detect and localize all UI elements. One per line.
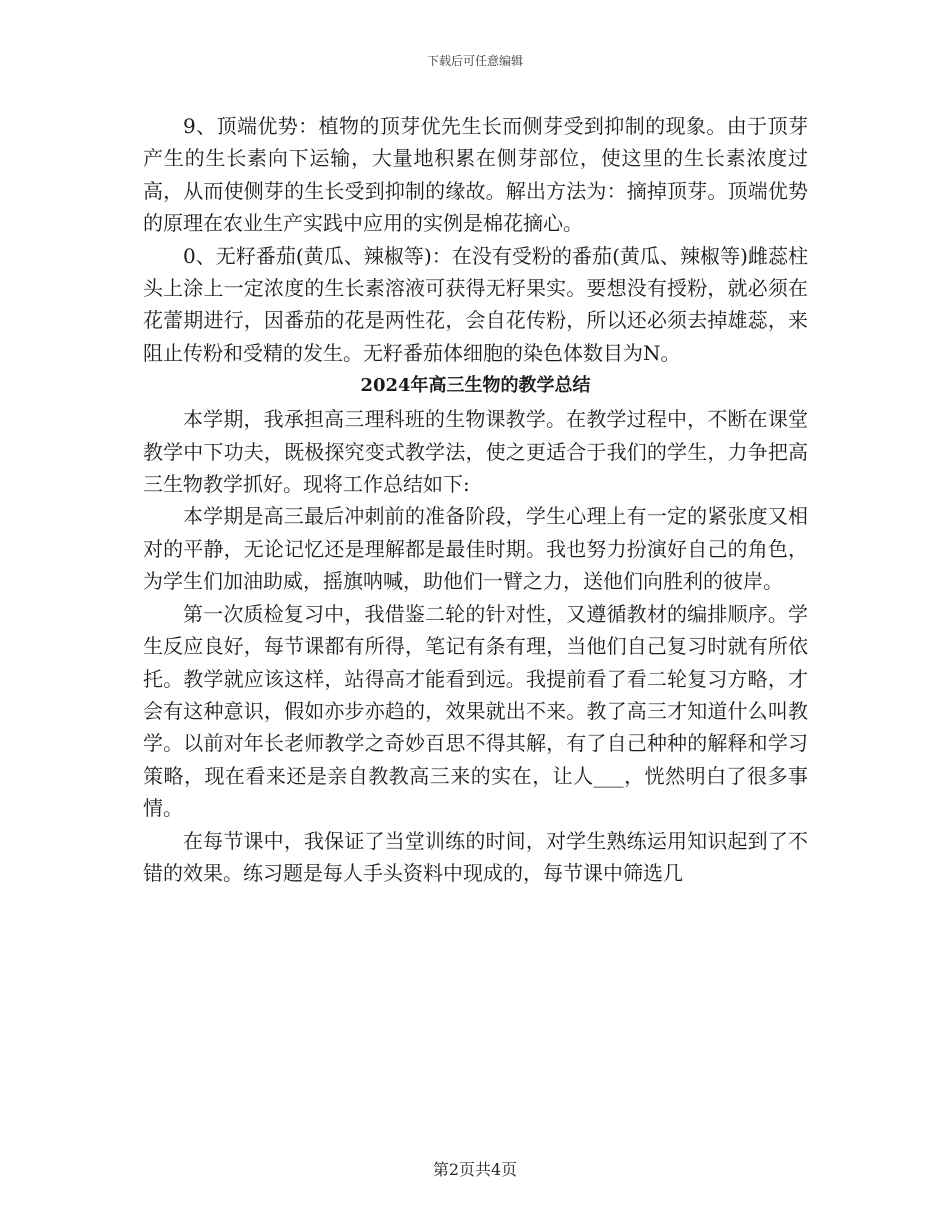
paragraph-intro: 本学期，我承担高三理科班的生物课教学。在教学过程中，不断在课堂教学中下功夫，既极探究变式教学法，使之更适合于我们的学生，力争把高三生物教学抓好。现将工作总结如下: [143,407,808,497]
page-header-note: 下载后可任意编辑 [426,54,523,68]
section-title: 2024年高三生物的教学总结 [360,375,591,397]
paragraph-semester: 本学期是高三最后冲刺前的准备阶段，学生心理上有一定的紧张度又相对的平静，无论记忆还是理解都是最佳时期。我也努力扮演好自己的角色，为学生们加油助威，摇旗呐喊，助他们一臂之力，送他们向胜利的彼岸。 [143,504,808,594]
paragraph-seedless-tomato: 0、无籽番茄(黄瓜、辣椒等)：在没有受粉的番茄(黄瓜、辣椒等)雌蕊柱头上涂上一定浓度的生长素溶液可获得无籽果实。要想没有授粉，就必须在花蕾期进行，因番茄的花是两性花，会自花传粉，所以还必须去掉雄蕊，来阻止传粉和受精的发生。无籽番茄体细胞的染色体数目为N。 [143,243,808,365]
paragraph-apical-dominance: 9、顶端优势：植物的顶芽优先生长而侧芽受到抑制的现象。由于顶芽产生的生长素向下运输，大量地积累在侧芽部位，使这里的生长素浓度过高，从而使侧芽的生长受到抑制的缘故。解出方法为：摘掉顶芽。顶端优势的原理在农业生产实践中应用的实例是棉花摘心。 [143,114,808,236]
paragraph-each-class: 在每节课中，我保证了当堂训练的时间，对学生熟练运用知识起到了不错的效果。练习题是每人手头资料中现成的，每节课中筛选几 [143,828,808,885]
page-number: 第2页共4页 [432,1160,518,1179]
document-body [143,110,808,889]
paragraph-first-review: 第一次质检复习中，我借鉴二轮的针对性，又遵循教材的编排顺序。学生反应良好，每节课都有所得，笔记有条有理，当他们自己复习时就有所依托。教学就应该这样，站得高才能看到远。我提前看了看二轮复习方略，才会有这种意识，假如亦步亦趋的，效果就出不来。教了高三才知道什么叫教学。以前对年长老师教学之奇妙百思不得其解，有了自己种种的解释和学习策略，现在看来还是亲自教教高三来的实在，让人___，恍然明白了很多事情。 [143,601,808,821]
